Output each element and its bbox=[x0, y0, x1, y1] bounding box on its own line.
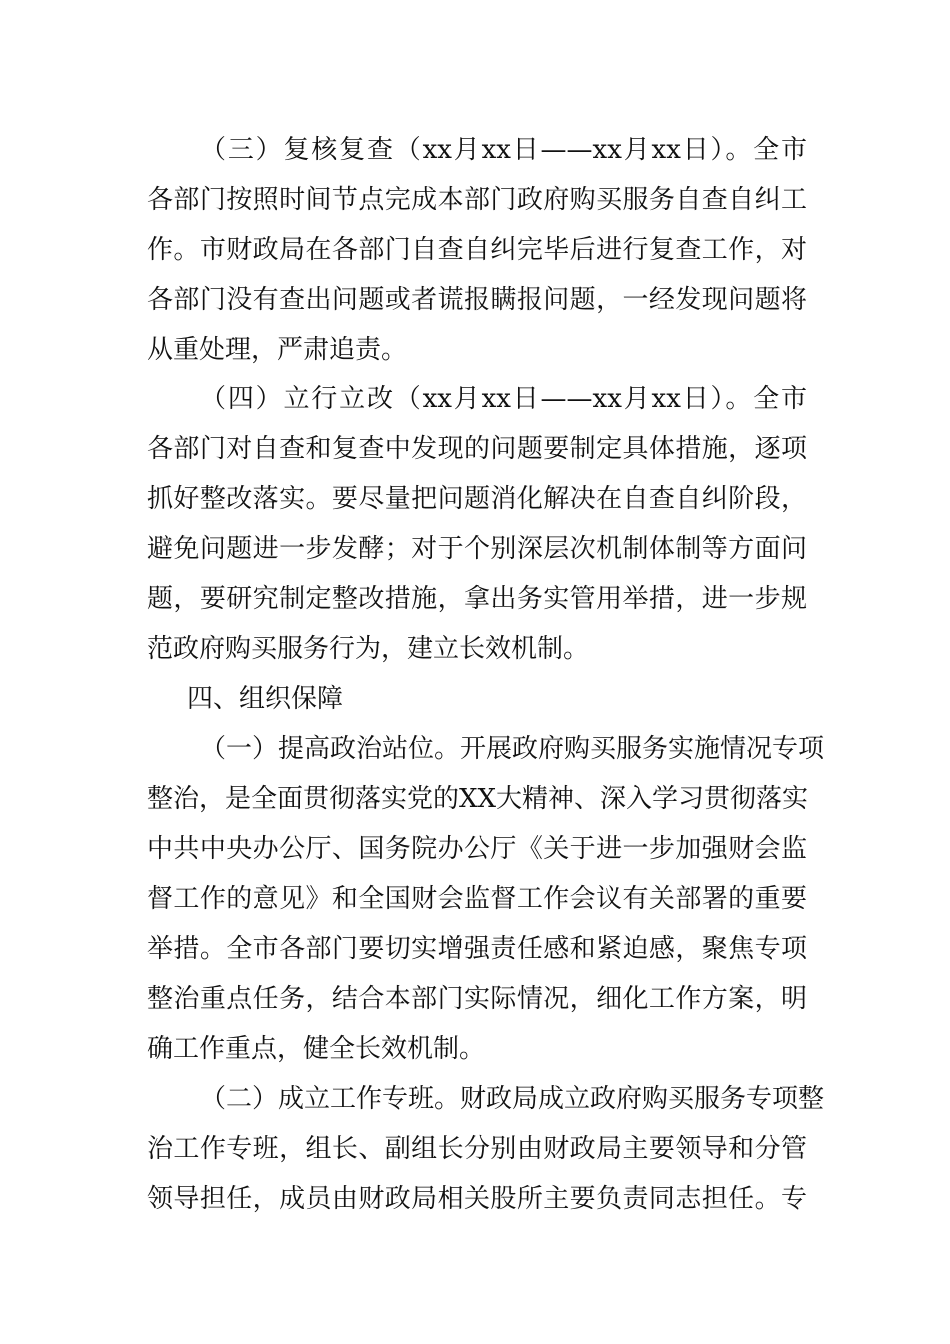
paragraph-line: 各部门没有查出问题或者谎报瞒报问题，一经发现问题将 bbox=[147, 285, 807, 315]
paragraph-line: （四）立行立改（xx月xx日——xx月xx日）。全市 bbox=[200, 384, 807, 414]
paragraph-line: 抓好整改落实。要尽量把问题消化解决在自查自纠阶段， bbox=[147, 484, 807, 514]
paragraph-line: 治工作专班，组长、副组长分别由财政局主要领导和分管 bbox=[147, 1134, 807, 1164]
paragraph-line: 题，要研究制定整改措施，拿出务实管用举措，进一步规 bbox=[147, 584, 807, 614]
paragraph-line: 督工作的意见》和全国财会监督工作会议有关部署的重要 bbox=[147, 884, 807, 914]
paragraph-line: 确工作重点，健全长效机制。 bbox=[147, 1034, 486, 1064]
paragraph-line: （三）复核复查（xx月xx日——xx月xx日）。全市 bbox=[200, 135, 807, 165]
paragraph-line: 中共中央办公厅、国务院办公厅《关于进一步加强财会监 bbox=[147, 834, 807, 864]
paragraph-line: 整治重点任务，结合本部门实际情况，细化工作方案，明 bbox=[147, 984, 807, 1014]
paragraph-line: 避免问题进一步发酵；对于个别深层次机制体制等方面问 bbox=[147, 534, 807, 564]
paragraph-line: 从重处理，严肃追责。 bbox=[147, 335, 408, 365]
section-heading: 四、组织保障 bbox=[187, 684, 344, 714]
paragraph-line: 举措。全市各部门要切实增强责任感和紧迫感，聚焦专项 bbox=[147, 934, 807, 964]
paragraph-line: （一）提高政治站位。开展政府购买服务实施情况专项 bbox=[200, 734, 825, 764]
paragraph-line: 作。市财政局在各部门自查自纠完毕后进行复查工作，对 bbox=[147, 235, 807, 265]
paragraph-line: （二）成立工作专班。财政局成立政府购买服务专项整 bbox=[200, 1084, 825, 1114]
paragraph-line: 各部门对自查和复查中发现的问题要制定具体措施，逐项 bbox=[147, 434, 807, 464]
paragraph-line: 领导担任，成员由财政局相关股所主要负责同志担任。专 bbox=[147, 1184, 807, 1214]
paragraph-line: 范政府购买服务行为，建立长效机制。 bbox=[147, 634, 590, 664]
paragraph-line: 各部门按照时间节点完成本部门政府购买服务自查自纠工 bbox=[147, 185, 807, 215]
paragraph-line: 整治，是全面贯彻落实党的XX大精神、深入学习贯彻落实 bbox=[147, 784, 809, 814]
